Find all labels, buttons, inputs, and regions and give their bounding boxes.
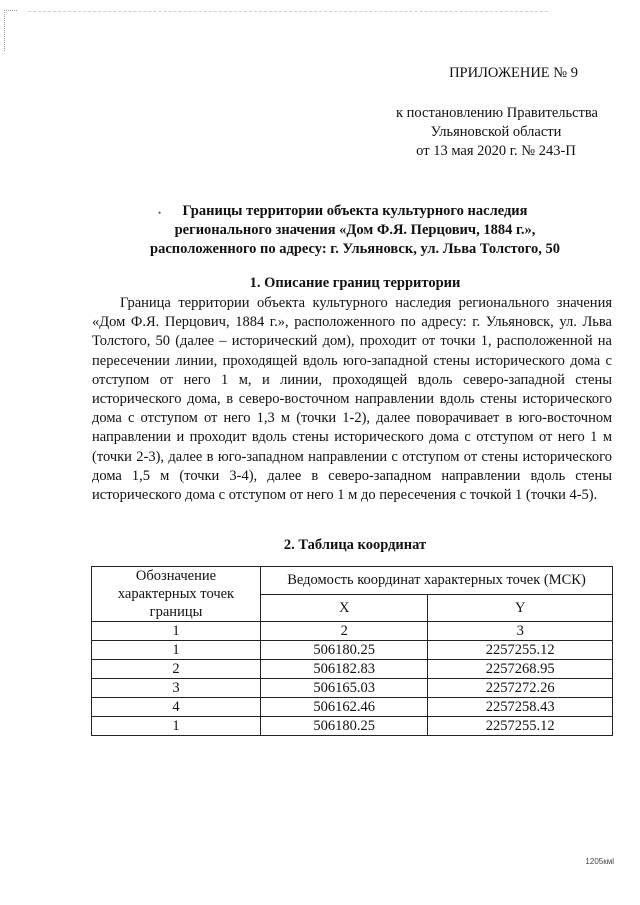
coordinates-table [91,566,613,736]
col-point-header: Обозначение характерных точек границы [92,567,261,622]
x-cell: 506182.83 [261,660,428,679]
title-line-3: расположенного по адресу: г. Ульяновск, ул. Льва Толстого, 50 [150,241,560,257]
y-cell: 2257255.12 [428,717,613,736]
title-line-1: Границы территории объекта культурного наследия [182,203,528,219]
footer-code: 1205кмl [585,857,614,866]
col-group-header: Ведомость координат характерных точек (МСК) [261,567,613,595]
title-line-2: регионального значения «Дом Ф.Я. Перцович, 1884 г.», [174,222,536,238]
x-cell: 506180.25 [261,641,428,660]
table-row [92,717,613,736]
numbering-cell: 2 [261,622,428,641]
numbering-cell: 1 [92,622,261,641]
x-cell: 506162.46 [261,698,428,717]
y-cell: 2257255.12 [428,641,613,660]
decree-line-1: к постановлению Правительства [396,105,598,121]
decree-reference [396,104,596,161]
col-y-header: Y [428,594,613,622]
y-cell: 2257268.95 [428,660,613,679]
table-row [92,679,613,698]
point-cell: 1 [92,641,261,660]
document-title [100,202,610,259]
table-row [92,660,613,679]
point-cell: 3 [92,679,261,698]
y-cell: 2257272.26 [428,679,613,698]
col-x-header: X [261,594,428,622]
scan-edge-line [28,11,548,12]
section-2-heading: 2. Таблица координат [283,537,427,553]
table-numbering-row [92,622,613,641]
decree-line-3: от 13 мая 2020 г. № 243-П [416,143,576,159]
point-cell: 1 [92,717,261,736]
numbering-cell: 3 [428,622,613,641]
scan-corner-mark [4,10,17,51]
point-cell: 4 [92,698,261,717]
x-cell: 506180.25 [261,717,428,736]
boundary-description: Граница территории объекта культурного наследия регионального значения «Дом Ф.Я. Перцович, 1884 г.», расположенного по адресу: г. Ульяновск, ул. Льва Толстого, 50 (далее – исторический дом), проходит от точки 1, расположенной на пересечении линии, проходящей вдоль юго-западной стены исторического дома с отступом от него 1 м, и линии, проходящей вдоль северо-западной стены исторического дома, в северо-восточном направлении вдоль стены исторического дома с отступом от него 1,3 м (точки 1-2), далее поворачивает в юго-восточном направлении и проходит вдоль стены исторического дома с отступом от него 1 м (точки 2-3), далее в юго-западном направлении с отступом от стены исторического дома 1,5 м (точки 3-4), далее в северо-западном направлении вдоль стены исторического дома с отступом от него 1 м до пересечения с точкой 1 (точки 4-5). [92,295,612,504]
bullet-mark: • [158,208,162,218]
decree-line-2: Ульяновской области [430,124,562,140]
x-cell: 506165.03 [261,679,428,698]
table-row [92,641,613,660]
appendix-label: ПРИЛОЖЕНИЕ № 9 [449,65,578,81]
table-header-row [92,567,613,595]
point-cell: 2 [92,660,261,679]
section-1-heading: 1. Описание границ территории [249,275,461,291]
y-cell: 2257258.43 [428,698,613,717]
table-row [92,698,613,717]
